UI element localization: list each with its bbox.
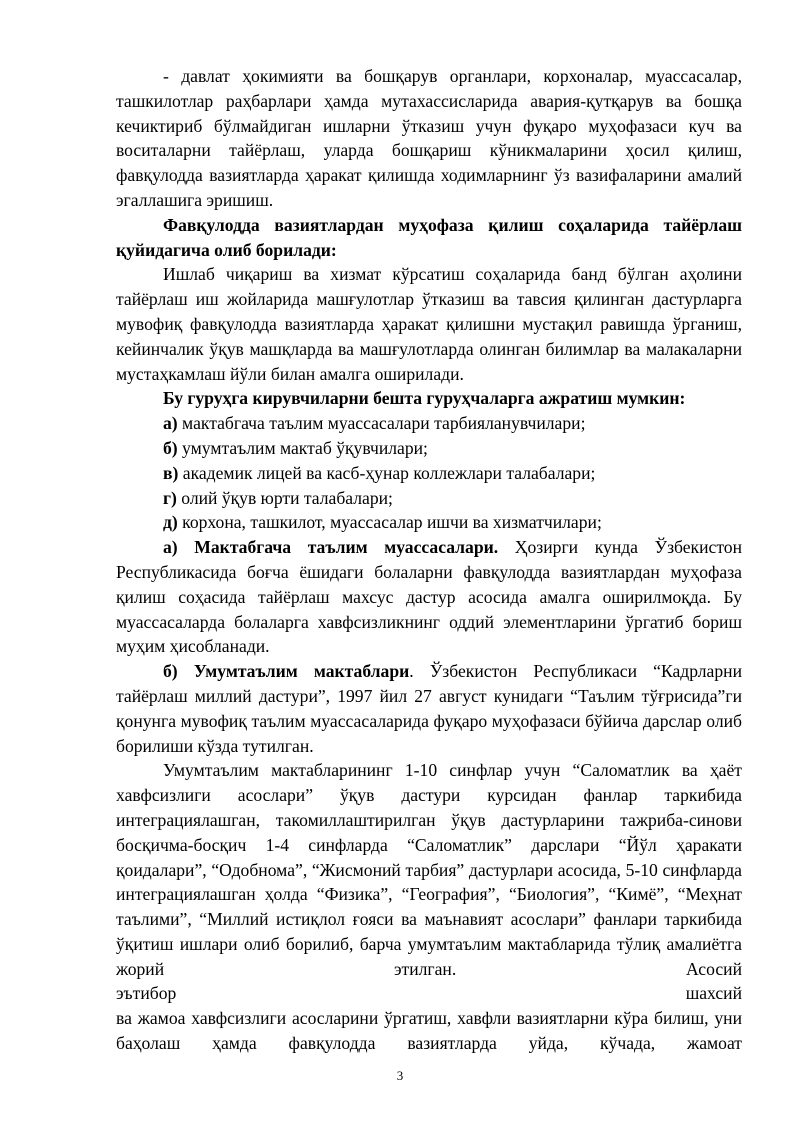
paragraph-general-schools xyxy=(116,659,742,758)
subheading-preschool: а) Мактабгача таълим муассасалари. xyxy=(163,537,499,558)
list-item xyxy=(116,486,742,511)
paragraph-workers-training: Ишлаб чиқариш ва хизмат кўрсатиш соҳаларида банд бўлган аҳолини тайёрлаш иш жойларида машғулотлар ўтказиш ва тавсия қилинган дастурларга мувофиқ фавқулодда вазиятларда ҳаракат қилишни мустақил равишда ўрганиш, кейинчалик ўқув машқларда ва машғулотларда олинган билимлар ва малакаларни мустаҳкамлаш йўли билан амалга оширилади. xyxy=(116,264,742,384)
list-item xyxy=(116,510,742,535)
list-item xyxy=(116,436,742,461)
paragraph-preschool xyxy=(116,535,742,659)
list-item xyxy=(116,461,742,486)
list-marker: в) xyxy=(163,462,179,483)
list-text: умумтаълим мактаб ўқувчилари; xyxy=(177,437,428,458)
paragraph-duties: - давлат ҳокимияти ва бошқарув органлари, корхоналар, муассасалар, ташкилотлар раҳбарлари ҳамда мутахассисларида авария-қутқарув ва бошқа кечиктириб бўлмайдиган ишларни ўтказиш учун фуқаро муҳофазаси куч ва воситаларни тайёрлаш, уларда бошқариш кўникмаларини ҳосил қилиш, фавқулодда вазиятларда ҳаракат қилишда ходимларнинг ўз вазифаларини амалий эгаллашига эришиш. xyxy=(116,66,742,210)
split-word-right: шахсий xyxy=(685,983,742,1004)
section-heading-groups: Бу гуруҳга кирувчиларни бешта гуруҳчаларга ажратиш мумкин: xyxy=(163,388,686,409)
page-number: 3 xyxy=(396,1068,404,1083)
list-text: мактабгача таълим муассасалари тарбияланувчилари; xyxy=(177,413,586,434)
paragraph-curriculum-split-line xyxy=(116,981,742,1006)
list-marker: а) xyxy=(163,413,178,434)
list-text: олий ўқув юрти талабалари; xyxy=(176,487,393,508)
list-text: академик лицей ва касб-ҳунар коллежлари талабалари; xyxy=(178,462,596,483)
list-marker: б) xyxy=(163,437,178,458)
subheading-general-schools: б) Умумтаълим мактаблари xyxy=(163,661,410,682)
paragraph-safety-continued: ва жамоа хавфсизлиги асосларини ўргатиш, хавфли вазиятларни кўра билиш, уни баҳолаш ҳамда фавқулодда вазиятларда уйда, кўчада, жамоат xyxy=(116,1008,742,1054)
paragraph-preschool-text: Ҳозирги кунда Ўзбекистон Республикасида боғча ёшидаги болаларни фавқулодда вазиятлардан муҳофаза қилиш соҳасида тайёрлаш махсус дастур асосида амалга оширилмоқда. Бу муассасаларда болаларга хавфсизликнинг оддий элементларини ўргатиб бориш муҳим ҳисобланади. xyxy=(116,537,742,657)
paragraph-curriculum: Умумтаълим мактабларининг 1-10 синфлар учун “Саломатлик ва ҳаёт хавфсизлиги асослари” ўқув дастури курсидан фанлар таркибида интеграциялашган, такомиллаштирилган ўқув дастурларини тажриба-синови босқичма-босқич 1-4 синфларда “Саломатлик” дарслари “Йўл ҳаракати қоидалари”, “Одобнома”, “Жисмоний тарбия” дастурлари асосида, 5-10 синфларда интеграциялашган ҳолда “Физика”, “География”, “Биология”, “Кимё”, “Меҳнат таълими”, “Миллий истиқлол ғояси ва маънавият асослари” фанлари таркибида ўқитиш ишлари олиб борилиб, барча умумтаълим мактабларида тўлиқ амалиётга жорий этилган. Асосий xyxy=(116,760,742,979)
list-marker: д) xyxy=(163,512,178,533)
list-text: корхона, ташкилот, муассасалар ишчи ва хизматчилари; xyxy=(177,512,602,533)
section-heading-training: Фавқулодда вазиятлардан муҳофаза қилиш соҳаларида тайёрлаш қуйидагича олиб борилади: xyxy=(116,214,742,260)
paragraph-general-schools-text: . Ўзбекистон Республикаси “Кадрларни тайёрлаш миллий дастури”, 1997 йил 27 август кунидаги “Таълим тўғрисида”ги қонунга мувофиқ таълим муассасаларида фуқаро муҳофазаси бўйича дарслар олиб борилиши кўзда тутилган. xyxy=(116,661,742,756)
split-word-left: эътибор xyxy=(116,983,177,1004)
page-body xyxy=(116,64,742,1056)
group-list xyxy=(116,411,742,535)
list-item xyxy=(116,411,742,436)
list-marker: г) xyxy=(163,487,177,508)
